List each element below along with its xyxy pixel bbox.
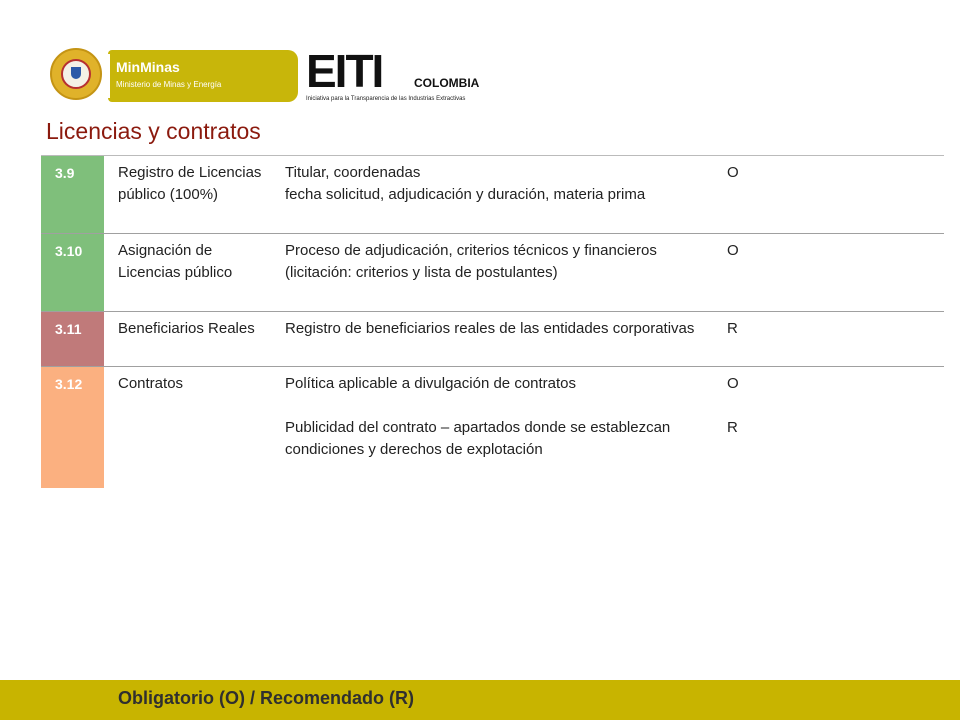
eiti-logo-subtitle: Iniciativa para la Transparencia de las Industrias Extractivas <box>306 96 466 102</box>
row-requirement-mark: O <box>727 164 739 181</box>
eiti-logo <box>306 45 516 104</box>
row-requirement-mark: O <box>727 242 739 259</box>
minminas-logo-title: MinMinas <box>116 59 180 75</box>
shield-icon <box>71 67 81 79</box>
row-description: Registro de beneficiarios reales de las entidades corporativas <box>285 320 695 337</box>
colombia-seal-logo <box>50 48 102 100</box>
eiti-logo-word: EITI <box>306 45 383 97</box>
row-description: Titular, coordenadas fecha solicitud, adjudicación y duración, materia prima <box>285 164 646 203</box>
row-description: Proceso de adjudicación, criterios técnicos y financieros (licitación: criterios y lista de postulantes) <box>285 242 657 281</box>
row-requirement-mark: O R <box>727 375 739 436</box>
row-description: Política aplicable a divulgación de contratos Publicidad del contrato – apartados donde se establezcan condiciones y derechos de explotación <box>285 375 671 458</box>
row-name: Asignación de Licencias público <box>118 242 233 281</box>
footer-legend: Obligatorio (O) / Recomendado (R) <box>118 688 414 708</box>
page-title: Licencias y contratos <box>46 118 261 144</box>
row-name: Registro de Licencias público (100%) <box>118 164 262 203</box>
eiti-logo-country: COLOMBIA <box>414 76 480 90</box>
row-id-badge: 3.12 <box>41 367 104 488</box>
table-row <box>41 311 944 366</box>
table-row <box>41 155 944 233</box>
table-row <box>41 366 944 488</box>
row-id-badge: 3.10 <box>41 234 104 311</box>
minminas-logo <box>108 50 298 102</box>
minminas-logo-subtitle: Ministerio de Minas y Energía <box>116 80 222 89</box>
row-requirement-mark: R <box>727 320 738 337</box>
requirements-table <box>41 155 944 488</box>
footer-bar <box>0 680 960 720</box>
table-row <box>41 233 944 311</box>
row-name: Contratos <box>118 375 184 392</box>
row-id-badge: 3.11 <box>41 312 104 366</box>
row-name: Beneficiarios Reales <box>118 320 255 337</box>
row-id-badge: 3.9 <box>41 156 104 233</box>
